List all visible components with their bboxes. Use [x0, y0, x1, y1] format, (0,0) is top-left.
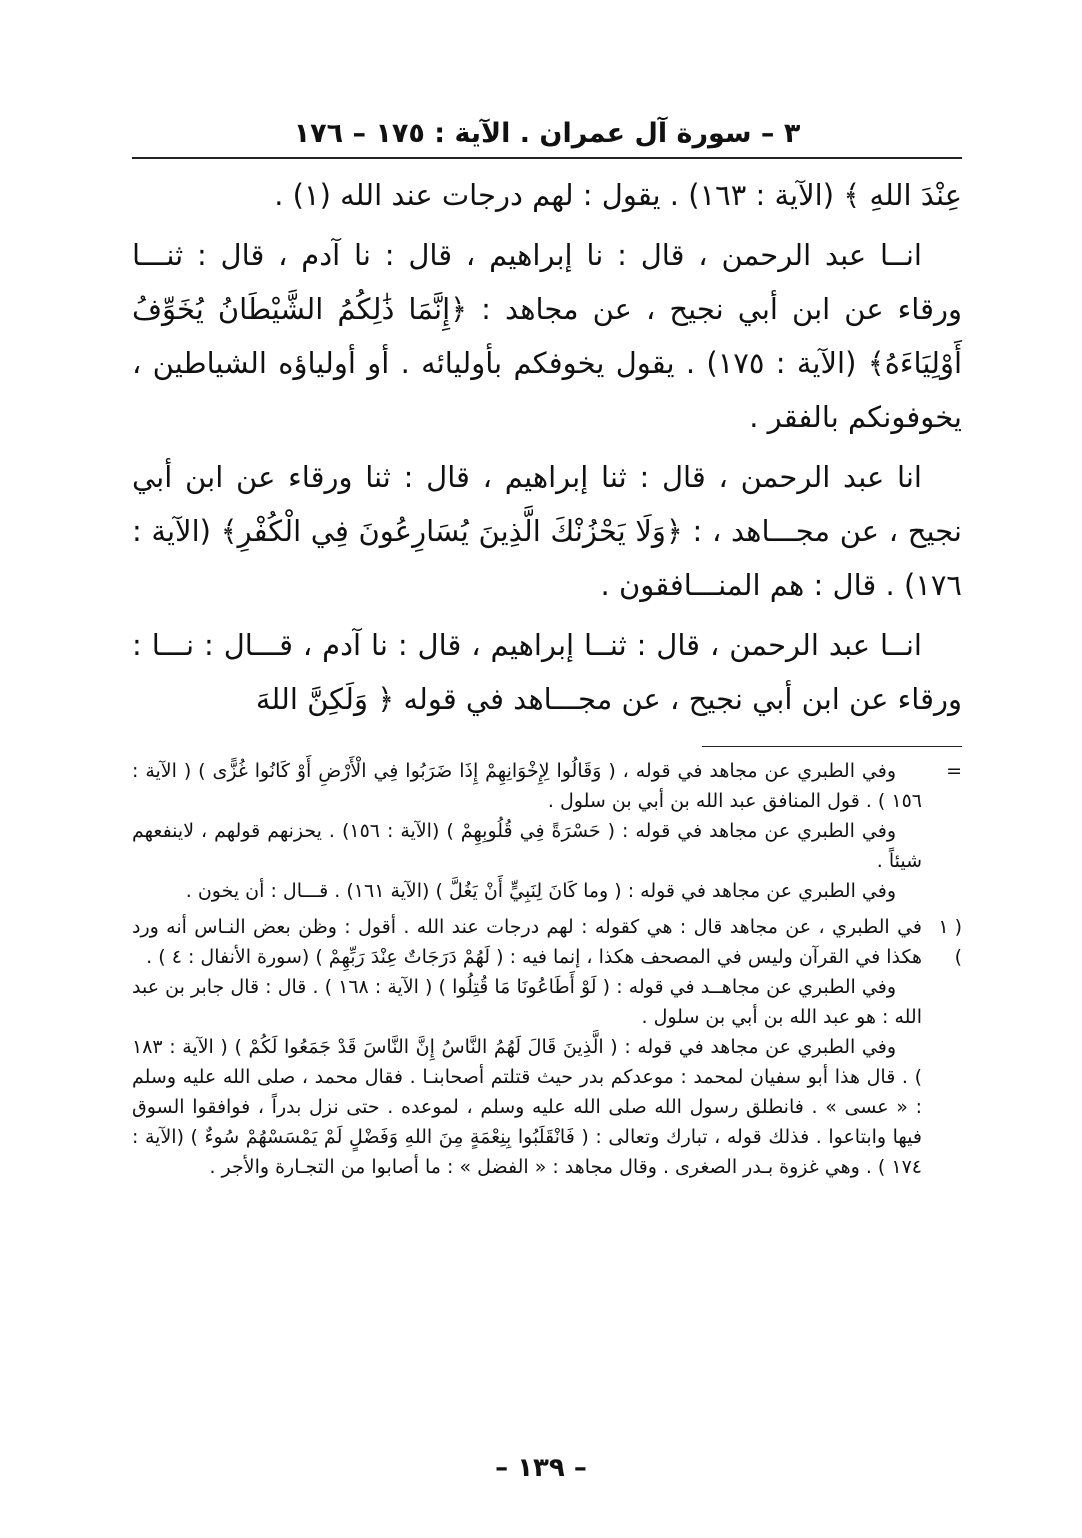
- paragraph-2: انــا عبد الرحمن ، قال : نا إبراهيم ، قال : نا آدم ، قال : ثنـــا ورقاء عن ابن أبي نجيح ، عن مجاهد : ﴿إِنَّمَا ذَٰلِكُمُ الشَّيْطَانُ يُخَوِّفُ أَوْلِيَاءَهُ﴾ (الآية : ١٧٥) . يقول يخوفكم بأوليائه . أو أولياؤه الشياطين ، يخوفونكم بالفقر .: [132, 238, 963, 434]
- paragraph-3: انا عبد الرحمن ، قال : ثنا إبراهيم ، قال : ثنا ورقاء عن ابن أبي نجيح ، عن مجـــاهد ، : ﴿وَلَا يَحْزُنْكَ الَّذِينَ يُسَارِعُونَ فِي الْكُفْرِ﴾ (الآية : ١٧٦) . قال : هم المنـــافقون .: [132, 460, 962, 602]
- header-divider: [132, 157, 962, 159]
- main-text: [132, 168, 962, 732]
- footnote-1: [132, 912, 962, 1182]
- footnote-1-marker: ( ١ ): [938, 916, 962, 968]
- footnote-1-paragraph-a: في الطبري ، عن مجاهد قال : هي كقوله : لهم درجات عند الله . أقول : وظن بعض النـاس أنه ورد هكذا في القرآن وليس في المصحف هكذا ، إنما فيه : ( لَهُمْ دَرَجَاتٌ عِنْدَ رَبِّهِمْ ) (سورة الأنفال : ٤ ) .: [132, 916, 922, 968]
- footnote-cont-paragraph-1: وفي الطبري عن مجاهد في قوله ، ( وَقَالُوا لِإِخْوَانِهِمْ إِذَا ضَرَبُوا فِي الْأَرْضِ أَوْ كَانُوا غُزًّى ) ( الآية : ١٥٦ ) . قول المنافق عبد الله بن أبي بن سلول .: [132, 760, 922, 812]
- footnote-1-paragraph-b: وفي الطبري عن مجاهــد في قوله : ( لَوْ أَطَاعُونَا مَا قُتِلُوا ) ( الآية : ١٦٨ ) . قال : قال جابر بن عبد الله : هو عبد الله بن أبي بن سلول .: [132, 976, 922, 1028]
- footnote-divider: [702, 746, 962, 747]
- continuation-marker: =: [946, 760, 962, 782]
- footnote-cont-paragraph-2: وفي الطبري عن مجاهد في قوله : ( حَسْرَةً فِي قُلُوبِهِمْ ) (الآية : ١٥٦) . يحزنهم قولهم ، لاينفعهم شيئاً .: [132, 820, 922, 872]
- running-header: ٣ – سورة آل عمران . الآية : ١٧٥ – ١٧٦: [293, 118, 801, 149]
- paragraph-1: عِنْدَ اللهِ ﴾ (الآية : ١٦٣) . يقول : لهم درجات عند الله (١) .: [274, 178, 962, 212]
- footnote-1-paragraph-c: وفي الطبري عن مجاهد في قوله : ( الَّذِينَ قَالَ لَهُمُ النَّاسُ إِنَّ النَّاسَ قَدْ جَمَعُوا لَكُمْ ) ( الآية : ١٨٣ ) . قال هذا أبو سفيان لمحمد : موعدكم بدر حيث قتلتم أصحابنـا . فقال محمد ، صلى الله عليه وسلم : « عسى » . فانطلق رسول الله صلى الله عليه وسلم ، لموعده . حتى نزل بدراً ، فوافقوا السوق فيها وابتاعوا . فذلك قوله ، تبارك وتعالى : ( فَانْقَلَبُوا بِنِعْمَةٍ مِنَ اللهِ وَفَضْلٍ لَمْ يَمْسَسْهُمْ سُوءٌ ) (الآية : ١٧٤ ) . وهي غزوة بـدر الصغرى . وقال مجاهد : « الفضل » : ما أصابوا من التجـارة والأجر .: [132, 1036, 922, 1178]
- paragraph-4: انــا عبد الرحمن ، قال : ثنــا إبراهيم ، قال : نا آدم ، قـــال : نـــا : ورقاء عن ابن أبي نجيح ، عن مجـــاهد في قوله ﴿ وَلَكِنَّ اللهَ: [132, 628, 962, 716]
- footnote-cont-paragraph-3: وفي الطبري عن مجاهد في قوله : ( وما كَانَ لِنَبِيٍّ أَنْ يَغُلَّ ) (الآية ١٦١) . قـــال : أن يخون .: [185, 880, 896, 902]
- page-number: – ١٣٩ –: [495, 1453, 587, 1483]
- footnote-continuation: [132, 756, 962, 906]
- footnotes: [132, 756, 962, 1188]
